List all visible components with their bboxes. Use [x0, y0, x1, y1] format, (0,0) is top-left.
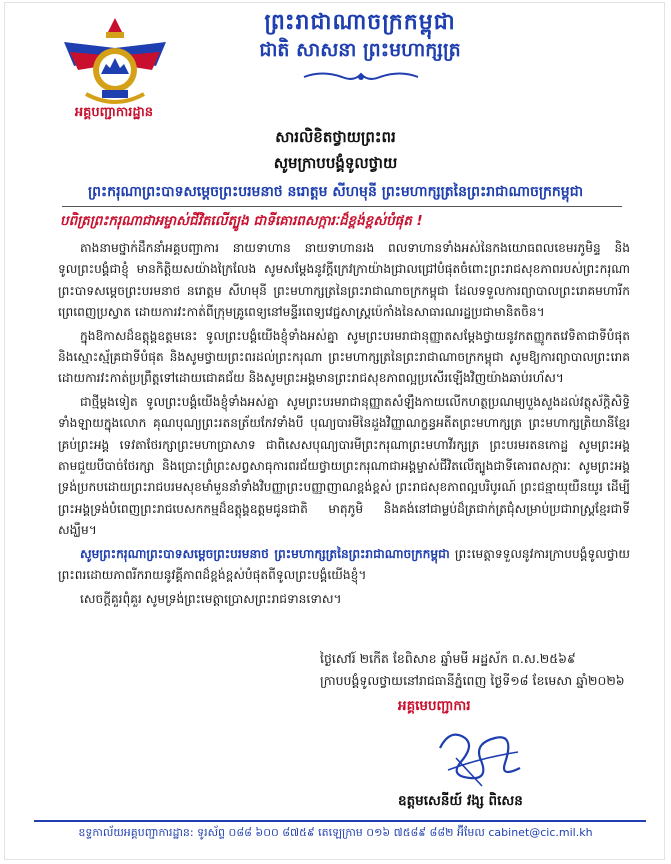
letter-subtitle: សូមក្រាបបង្គំទូលថ្វាយ [273, 154, 398, 172]
body-paragraph-4-highlight: សូមព្រះករុណាព្រះបាទសម្តេចព្រះបរមនាថ ព្រះមហាក្សត្រនៃព្រះរាជាណាចក្រកម្ពុជា [80, 546, 450, 561]
footer-divider [34, 820, 646, 822]
signer-rank: អគ្គមេបញ្ជាការ [398, 698, 471, 714]
body-paragraph-3: ជាថ្មីម្តងទៀត ទូលព្រះបង្គំយើងខ្ញុំទាំងអស់គ្នា សូមព្រះបរមរាជានុញ្ញាតសំឡឹងកាយលើកហត្ថប្រណម្យបួងសួងដល់វត្ថុស័ក្តិសិទ្ធិទាំងឡាយក្នុងលោក គុណបុណ្យព្រះរតនត្រ័យកែវទាំងបី បុណ្យបារមីនៃដួងវិញ្ញាណក្ខន្ធអតីតព្រះមហាក្សត្រ ព្រះមហាក្សត្រិយានីខ្មែរគ្រប់ព្រះអង្គ ទេវតាថែរក្សាព្រះមហាប្រាសាទ ជាពិសេសបុណ្យបារមីព្រះករុណាព្រះមហាវីរក្សត្រ ព្រះបរមរតនកោដ្ឋ សូមព្រះអង្គតាមជួយបីបាច់ថែរក្សា និងប្រោះព្រំព្រះសព្វសាធុការពរជ័យថ្វាយព្រះករុណាជាអង្គម្ចាស់ជីវិតលើត្បូងជាទីគោរពសក្ការៈ សូមព្រះអង្គទ្រង់ប្រកបដោយព្រះរាជបរមសុខមាំមួននាំទាំងវិបញ្ញាព្រះបញ្ញាញាណខ្ពង់ខ្ពស់ ព្រះរាជសុខភាពល្អបរិបូរណ៍ ព្រះជន្មាយុយឺនយូរ ដើម្បីព្រះអង្គទ្រង់បំពេញព្រះរាជបេសកកម្មដ៏ឧត្តុង្គឧត្តមជូនជាតិ មាតុភូមិ និងគង់នៅជាម្លប់ដ៏ត្រជាក់ត្រជុំសម្រាប់ប្រជារាស្ត្រខ្មែរជាទីសង្ឃឹម។ [58, 394, 630, 538]
lunar-date: ថ្ងៃសៅរ៍ ២កើត ខែពិសាខ ឆ្នាំមមី អដ្ឋស័ក ព.ស.២៥៦៩ [320, 651, 576, 666]
letter-body [58, 238, 630, 612]
emblem-caption: អគ្គបញ្ជាការដ្ឋាន [74, 105, 154, 120]
national-motto: ជាតិ សាសនា ព្រះមហាក្សត្រ [259, 39, 461, 61]
body-paragraph-2: ក្នុងឱកាសដ៏ឧត្តុង្គឧត្តមនេះ ទូលព្រះបង្គំយើងខ្ញុំទាំងអស់គ្នា សូមព្រះបរមរាជានុញ្ញាតសម្តែងថ្វាយនូវកតញ្ញូកតវេទិតាជាទីបំផុត និងស្មោះស្ម័គ្រជាទីបំផុត និងសូមថ្វាយព្រះពរដល់ព្រះករុណា ព្រះមហាក្សត្រនៃព្រះរាជាណាចក្រកម្ពុជា សូមឱ្យការព្យាបាលព្រះរោគដោយការវះកាត់ប្រព្រឹត្តទៅដោយជោគជ័យ និងសូមព្រះអង្គមានព្រះរាជសុខភាពល្អប្រសើរឡើងវិញយ៉ាងឆាប់រហ័ស។ [58, 328, 630, 386]
addressee-line: ព្រះករុណាព្រះបាទសម្តេចព្រះបរមនាថ នរោត្តម សីហមុនី ព្រះមហាក្សត្រនៃព្រះរាជាណាចក្រកម្ពុជា [87, 184, 584, 200]
title-underline [62, 206, 622, 207]
salutation: បពិត្រព្រះករុណាជាអម្ចាស់ជីវិតលើត្បូង ជាទីគោរពសក្ការៈដ៏ខ្ពង់ខ្ពស់បំផុត ! [60, 213, 423, 229]
signer-name: ឧត្តមសេនីយ៍ វង្ស ពិសេន [398, 793, 523, 809]
ornament-divider-icon [302, 68, 420, 86]
body-paragraph-4-rest: ព្រះមេត្តាទទួលនូវការក្រាបបង្គំទូលថ្វាយព្រះពរដោយភាពរីករាយនូវគ្គីភាពដ៏ខ្ពង់ខ្ពស់បំផុតពីទូលព្រះបង្គំយើងខ្ញុំ។ [58, 546, 630, 583]
body-paragraph-5: សេចក្តីគួរពុំគួរ សូមទ្រង់ព្រះមេត្តាប្រោសព្រះរាជទានទោស។ [80, 591, 342, 606]
place-date: ក្រាបបង្គំទូលថ្វាយនៅរាជធានីភ្នំពេញ ថ្ងៃទី១៨ ខែមេសា ឆ្នាំ២០២៦ [320, 673, 625, 688]
handwritten-signature-icon [420, 708, 540, 798]
kingdom-title: ព្រះរាជាណាចក្រកម្ពុជា [264, 9, 456, 35]
body-paragraph-4 [58, 544, 630, 587]
letter-title: សារលិខិតថ្វាយព្រះពរ [275, 128, 396, 146]
body-paragraph-1: តាងនាមថ្នាក់ដឹកនាំអគ្គបញ្ជាការ នាយទាហាន នាយទាហានរង ពលទាហានទាំងអស់នៃកងយោធពលខេមរភូមិន្ទ និងទូលព្រះបង្គំជាខ្ញុំ មានកិត្តិយសយ៉ាងក្រៃលែង សូមសម្តែងនូវក្តីក្រេវក្រាយ៉ាងជ្រាលជ្រៅបំផុតចំពោះព្រះរាជសុខភាពរបស់ព្រះករុណាព្រះបាទសម្តេចព្រះបរមនាថ នរោត្តម សីហមុនី ព្រះមហាក្សត្រនៃព្រះរាជាណាចក្រកម្ពុជា ដែលទទួលការព្យាបាលព្រះរោគមហារីកព្រេពេញប្រស្វាត ដោយការវះកាត់ពីក្រុមគ្រូពេទ្យនៅមន្ទីរពេទ្យវេជ្ជសាស្ត្រប៉េកាំងនៃសាធារណរដ្ឋប្រជាមានិតចិន។ [58, 241, 630, 320]
footer-contact: ឧទ្ទកាល័យអគ្គបញ្ជាការដ្ឋាន: ទូរស័ព្ទ ០៨៨ ៦០០ ៨៧៥៩ តេឡេក្រាម ០១៦ ៧៥៨៩ ៨៨២ អ៊ីមែល cabinet@cic.mil.kh [78, 826, 593, 839]
military-emblem-icon [56, 14, 174, 112]
